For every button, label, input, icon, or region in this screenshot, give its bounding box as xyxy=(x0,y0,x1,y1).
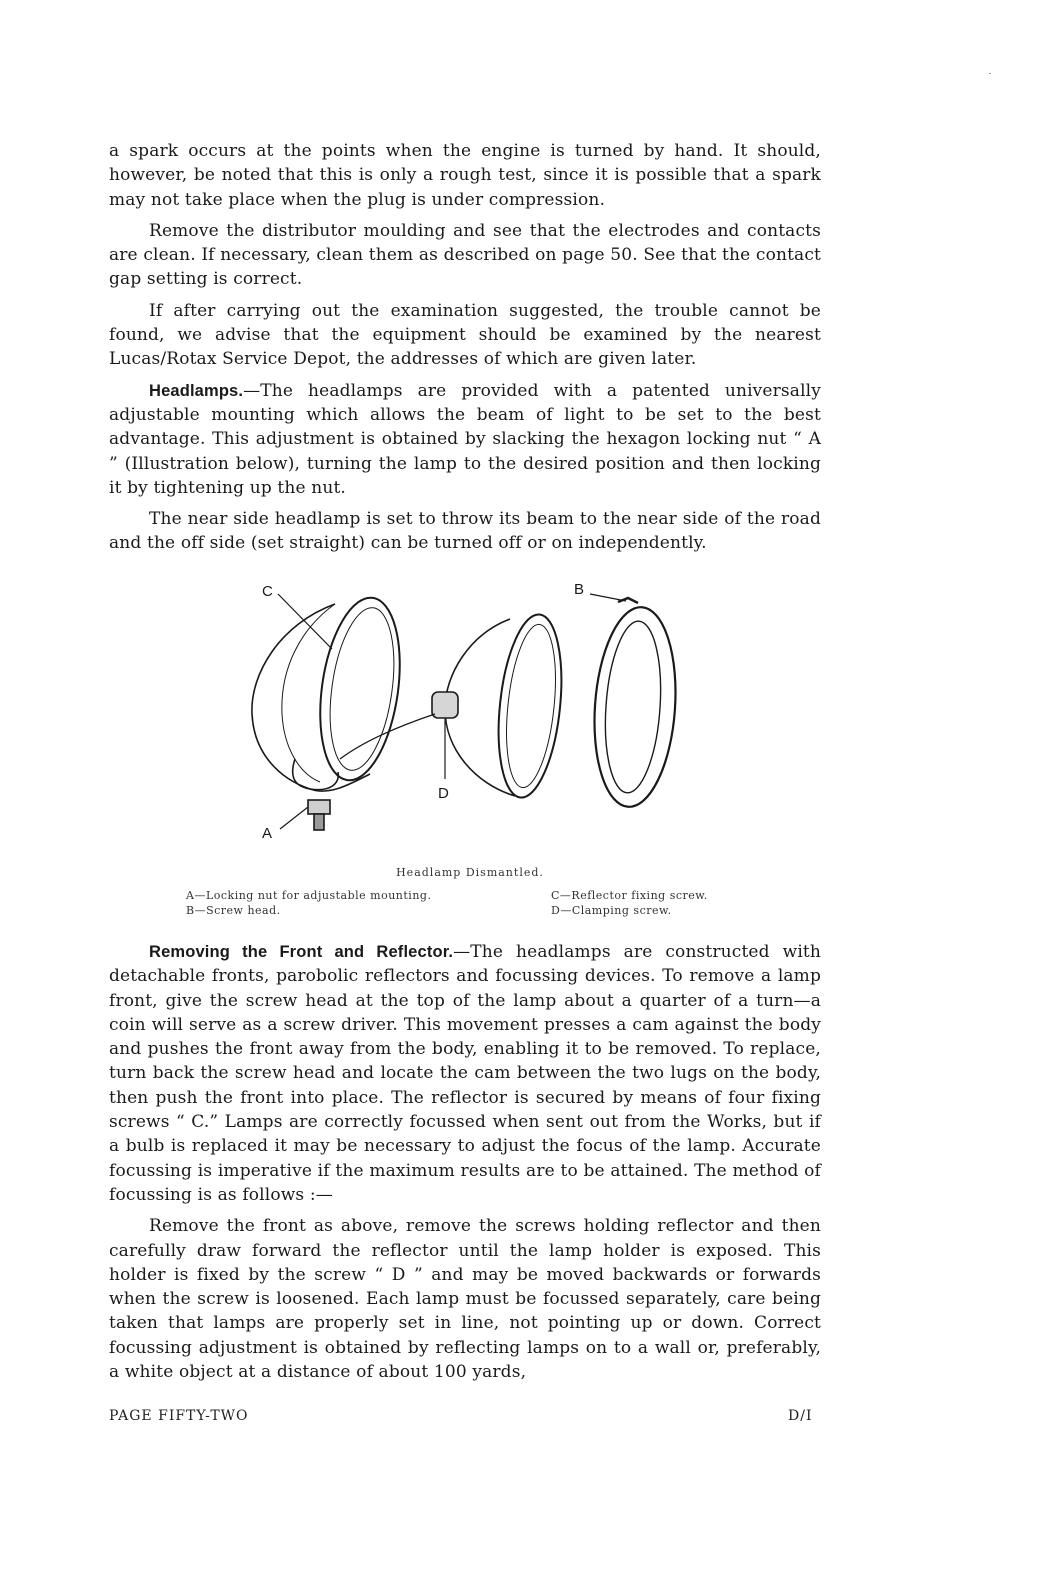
paragraph-headlamps xyxy=(109,379,821,500)
lamp-holder xyxy=(432,692,458,718)
text-block-top xyxy=(109,139,821,563)
lamp-rim xyxy=(310,593,411,786)
mounting-bracket xyxy=(293,759,339,790)
section-code-footer: D/I xyxy=(788,1408,813,1424)
paragraph-removing xyxy=(109,940,821,1207)
figure-label-d: D xyxy=(438,785,449,802)
paragraph-focussing: Remove the front as above, remove the screws holding reflector and then carefully draw forward the reflector until the lamp holder is exposed. This holder is fixed by the screw “ D ” and may be moved backwards or forwards when the screw is loosened. Each lamp must be focussed separately, care being taken that lamps are properly set in line, not pointing up or down. Correct focussing adjustment is obtained by reflecting lamps on to a wall or, preferably, a white object at a distance of about 100 yards, xyxy=(109,1216,821,1383)
text-block-bottom xyxy=(109,940,821,1391)
headlamps-text: —The headlamps are provided with a patented universally adjustable mounting which allows the beam of light to be set to the best advantage. This adjustment is obtained by slacking the hexagon locking nut “ A ” (Illustration below), turning the lamp to the desired position and then locking it by tightening up the nut. xyxy=(109,380,821,498)
lamp-body xyxy=(252,604,370,791)
figure-legend-right xyxy=(551,888,708,918)
leader-line-c xyxy=(278,594,332,649)
legend-b: B—Screw head. xyxy=(186,904,281,917)
paragraph-examination: If after carrying out the examination suggested, the trouble cannot be found, we advise that the equipment should be examined by the nearest Lucas/Rotax Service Depot, the addresses of which are given later. xyxy=(109,300,821,370)
legend-c: C—Reflector fixing screw. xyxy=(551,889,708,902)
paragraph-near-side: The near side headlamp is set to throw its beam to the near side of the road and the off side (set straight) can be turned off or on independently. xyxy=(109,509,821,554)
figure-legend-left xyxy=(186,888,431,918)
leader-line-b xyxy=(590,594,626,601)
mount-stem xyxy=(314,814,324,830)
page-number-footer: PAGE FIFTY-TWO xyxy=(109,1408,249,1424)
leader-line-a xyxy=(280,807,308,829)
figure-caption: Headlamp Dismantled. xyxy=(396,866,544,879)
scan-speck xyxy=(989,73,991,74)
lamp-rim-inner xyxy=(321,604,403,775)
legend-a: A—Locking nut for adjustable mounting. xyxy=(186,889,432,902)
paragraph-distributor: Remove the distributor moulding and see that the electrodes and contacts are clean. If necessary, clean them as described on page 50. See that the contact gap setting is correct. xyxy=(109,220,821,290)
front-ring-outer xyxy=(588,604,682,809)
front-ring-inner xyxy=(600,619,666,794)
removing-text: —The headlamps are constructed with detachable fronts, parobolic reflectors and focussing devices. To remove a lamp front, give the screw head at the top of the lamp about a quarter of a turn—a coin will serve as a screw driver. This movement presses a cam against the body and pushes the front away from the body, enabling it to be removed. To replace, turn back the screw head and locate the cam between the two lugs on the body, then push the front into place. The reflector is secured by means of four fixing screws “ C.” Lamps are correctly focussed when sent out from the Works, but if a bulb is replaced it may be necessary to adjust the focus of the lamp. Accurate focussing is imperative if the maximum results are to be attained. The method of focussing is as follows :— xyxy=(109,942,821,1205)
locking-nut xyxy=(308,800,330,814)
paragraph-spark: a spark occurs at the points when the engine is turned by hand. It should, however, be noted that this is only a rough test, since it is possible that a spark may not take place when the plug is under compression. xyxy=(109,141,821,210)
removing-heading: Removing the Front and Reflector. xyxy=(149,943,454,961)
figure-label-c: C xyxy=(262,583,273,600)
reflector-rim xyxy=(491,611,570,800)
headlamps-heading: Headlamps. xyxy=(149,381,244,400)
figure-label-a: A xyxy=(262,825,273,842)
headlamp-illustration xyxy=(240,574,700,859)
legend-d: D—Clamping screw. xyxy=(551,904,672,917)
reflector-rim-inner xyxy=(500,622,563,790)
figure-label-b: B xyxy=(574,581,585,598)
